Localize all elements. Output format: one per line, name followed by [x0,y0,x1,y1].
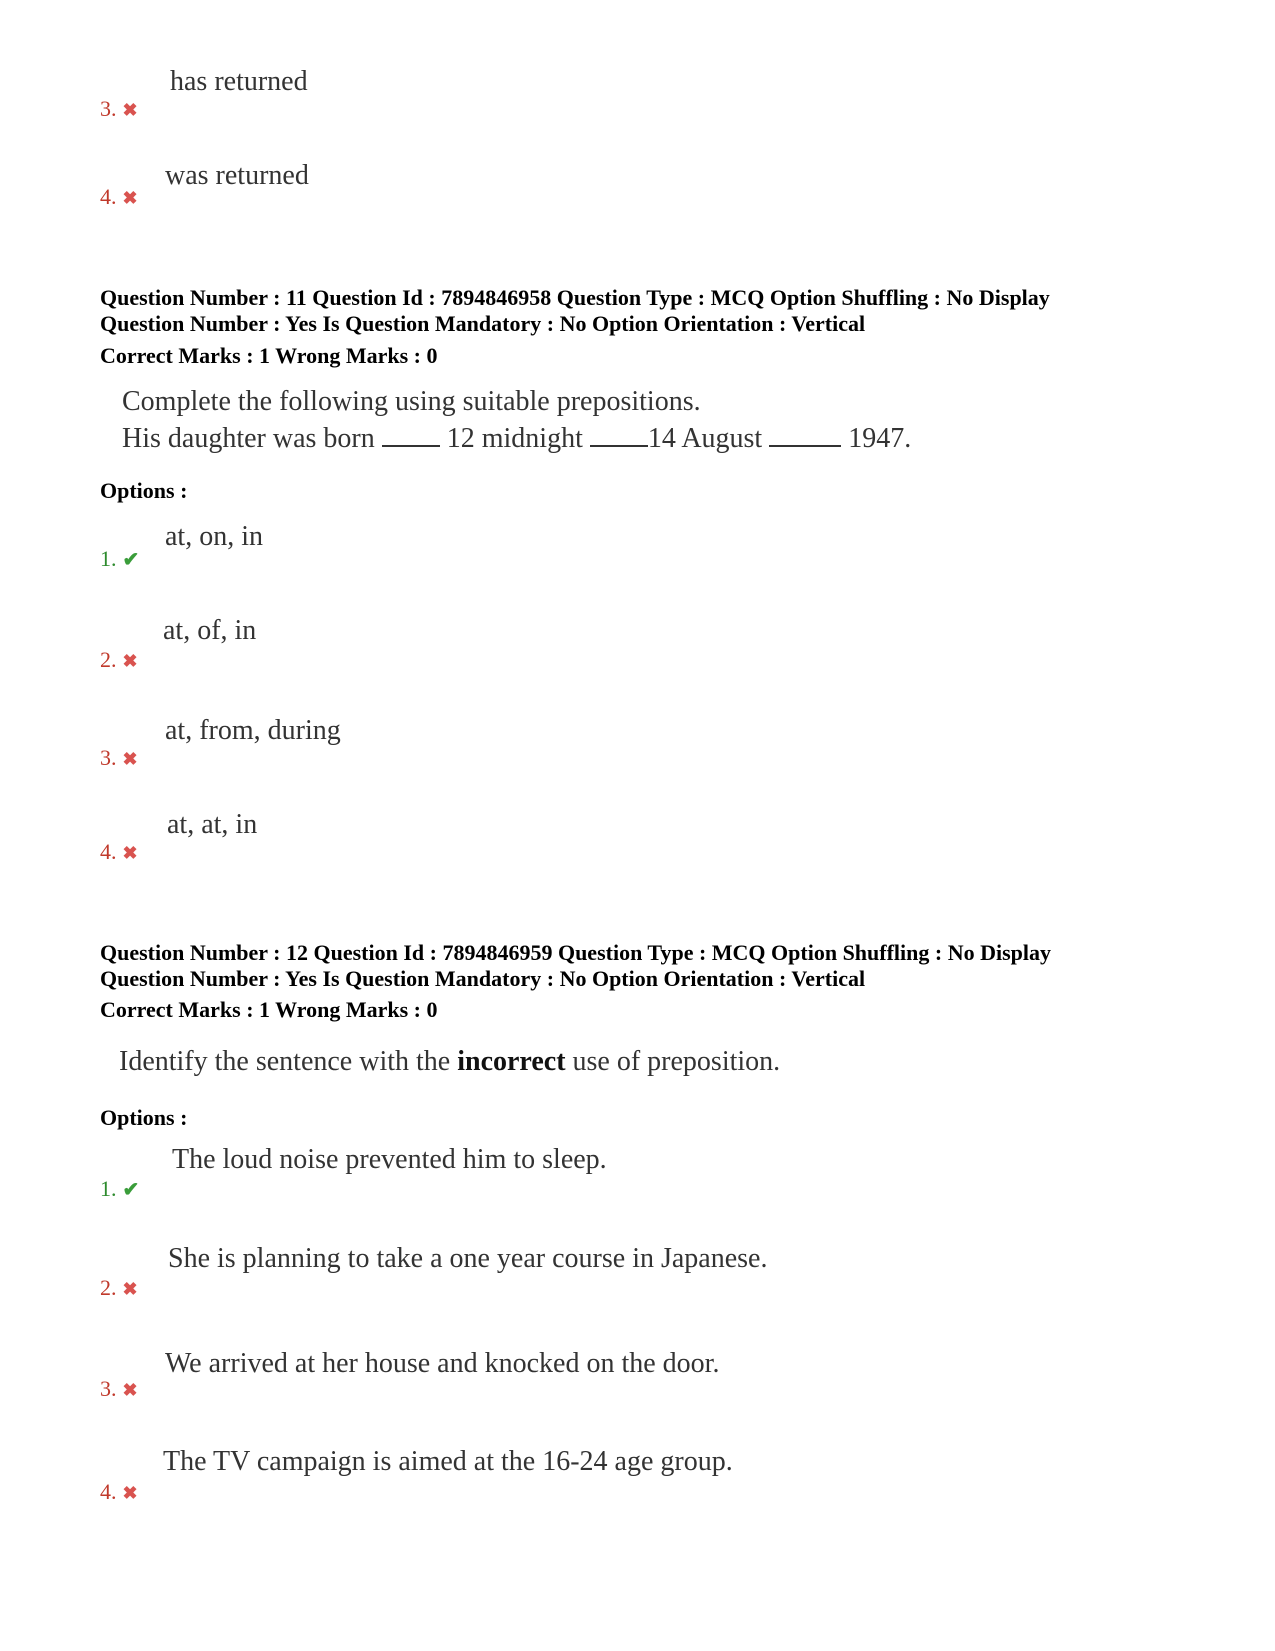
option-number [100,96,138,122]
question-meta-line1: Question Number : 11 Question Id : 7894846958 Question Type : MCQ Option Shuffling : No Display [100,285,1050,310]
option-text: at, on, in [165,521,263,552]
option-number-label: 2. [100,1275,117,1300]
cross-icon: ✖ [122,1380,138,1400]
option-number [100,745,138,771]
option-number [100,1275,138,1301]
option-number [100,1479,138,1505]
option-number [100,184,138,210]
option-text: We arrived at her house and knocked on the door. [165,1348,720,1379]
sentence-part: 14 August [647,423,763,454]
option-text: She is planning to take a one year course in Japanese. [168,1243,768,1274]
question-meta-line2: Question Number : Yes Is Question Mandatory : No Option Orientation : Vertical [100,966,866,991]
blank-field [382,423,440,447]
option-text: The TV campaign is aimed at the 16-24 age group. [163,1446,733,1477]
option-number-label: 2. [100,647,117,672]
blank-field [590,423,648,447]
options-label: Options : [100,1105,188,1130]
option-number [100,839,138,865]
question-text [119,1043,780,1081]
option-number [100,546,139,572]
question-text-line2 [122,420,911,458]
option-number-label: 4. [100,839,117,864]
check-icon: ✔ [122,1179,140,1201]
option-number-label: 1. [100,546,117,571]
cross-icon: ✖ [122,749,138,769]
option-text: The loud noise prevented him to sleep. [172,1144,607,1175]
question-marks: Correct Marks : 1 Wrong Marks : 0 [100,343,438,368]
option-text: was returned [165,160,309,191]
options-label: Options : [100,478,188,503]
option-number-label: 4. [100,1479,117,1504]
option-number [100,1176,139,1202]
sentence-part: 12 midnight [446,423,583,454]
option-text: at, from, during [165,715,341,746]
option-text: at, of, in [163,615,257,646]
cross-icon: ✖ [122,1483,138,1503]
check-icon: ✔ [122,549,140,571]
option-number-label: 3. [100,96,117,121]
question-text-part: use of preposition. [565,1046,781,1077]
option-number-label: 3. [100,1376,117,1401]
sentence-part: 1947. [848,423,912,454]
cross-icon: ✖ [122,188,138,208]
question-text-emphasis: incorrect [457,1046,566,1077]
option-text: has returned [170,66,308,97]
cross-icon: ✖ [122,843,138,863]
option-number-label: 3. [100,745,117,770]
sentence-part: His daughter was born [122,423,375,454]
cross-icon: ✖ [122,100,138,120]
option-number-label: 1. [100,1176,117,1201]
question-meta-line2: Question Number : Yes Is Question Mandatory : No Option Orientation : Vertical [100,311,866,336]
option-number-label: 4. [100,184,117,209]
cross-icon: ✖ [122,651,138,671]
question-text-part: Identify the sentence with the [119,1046,458,1077]
question-text-line1: Complete the following using suitable prepositions. [122,386,701,417]
blank-field [769,423,841,447]
option-number [100,1376,138,1402]
cross-icon: ✖ [122,1279,138,1299]
question-marks: Correct Marks : 1 Wrong Marks : 0 [100,997,438,1022]
option-number [100,647,138,673]
option-text: at, at, in [167,809,258,840]
question-meta-line1: Question Number : 12 Question Id : 7894846959 Question Type : MCQ Option Shuffling : No Display [100,940,1052,965]
